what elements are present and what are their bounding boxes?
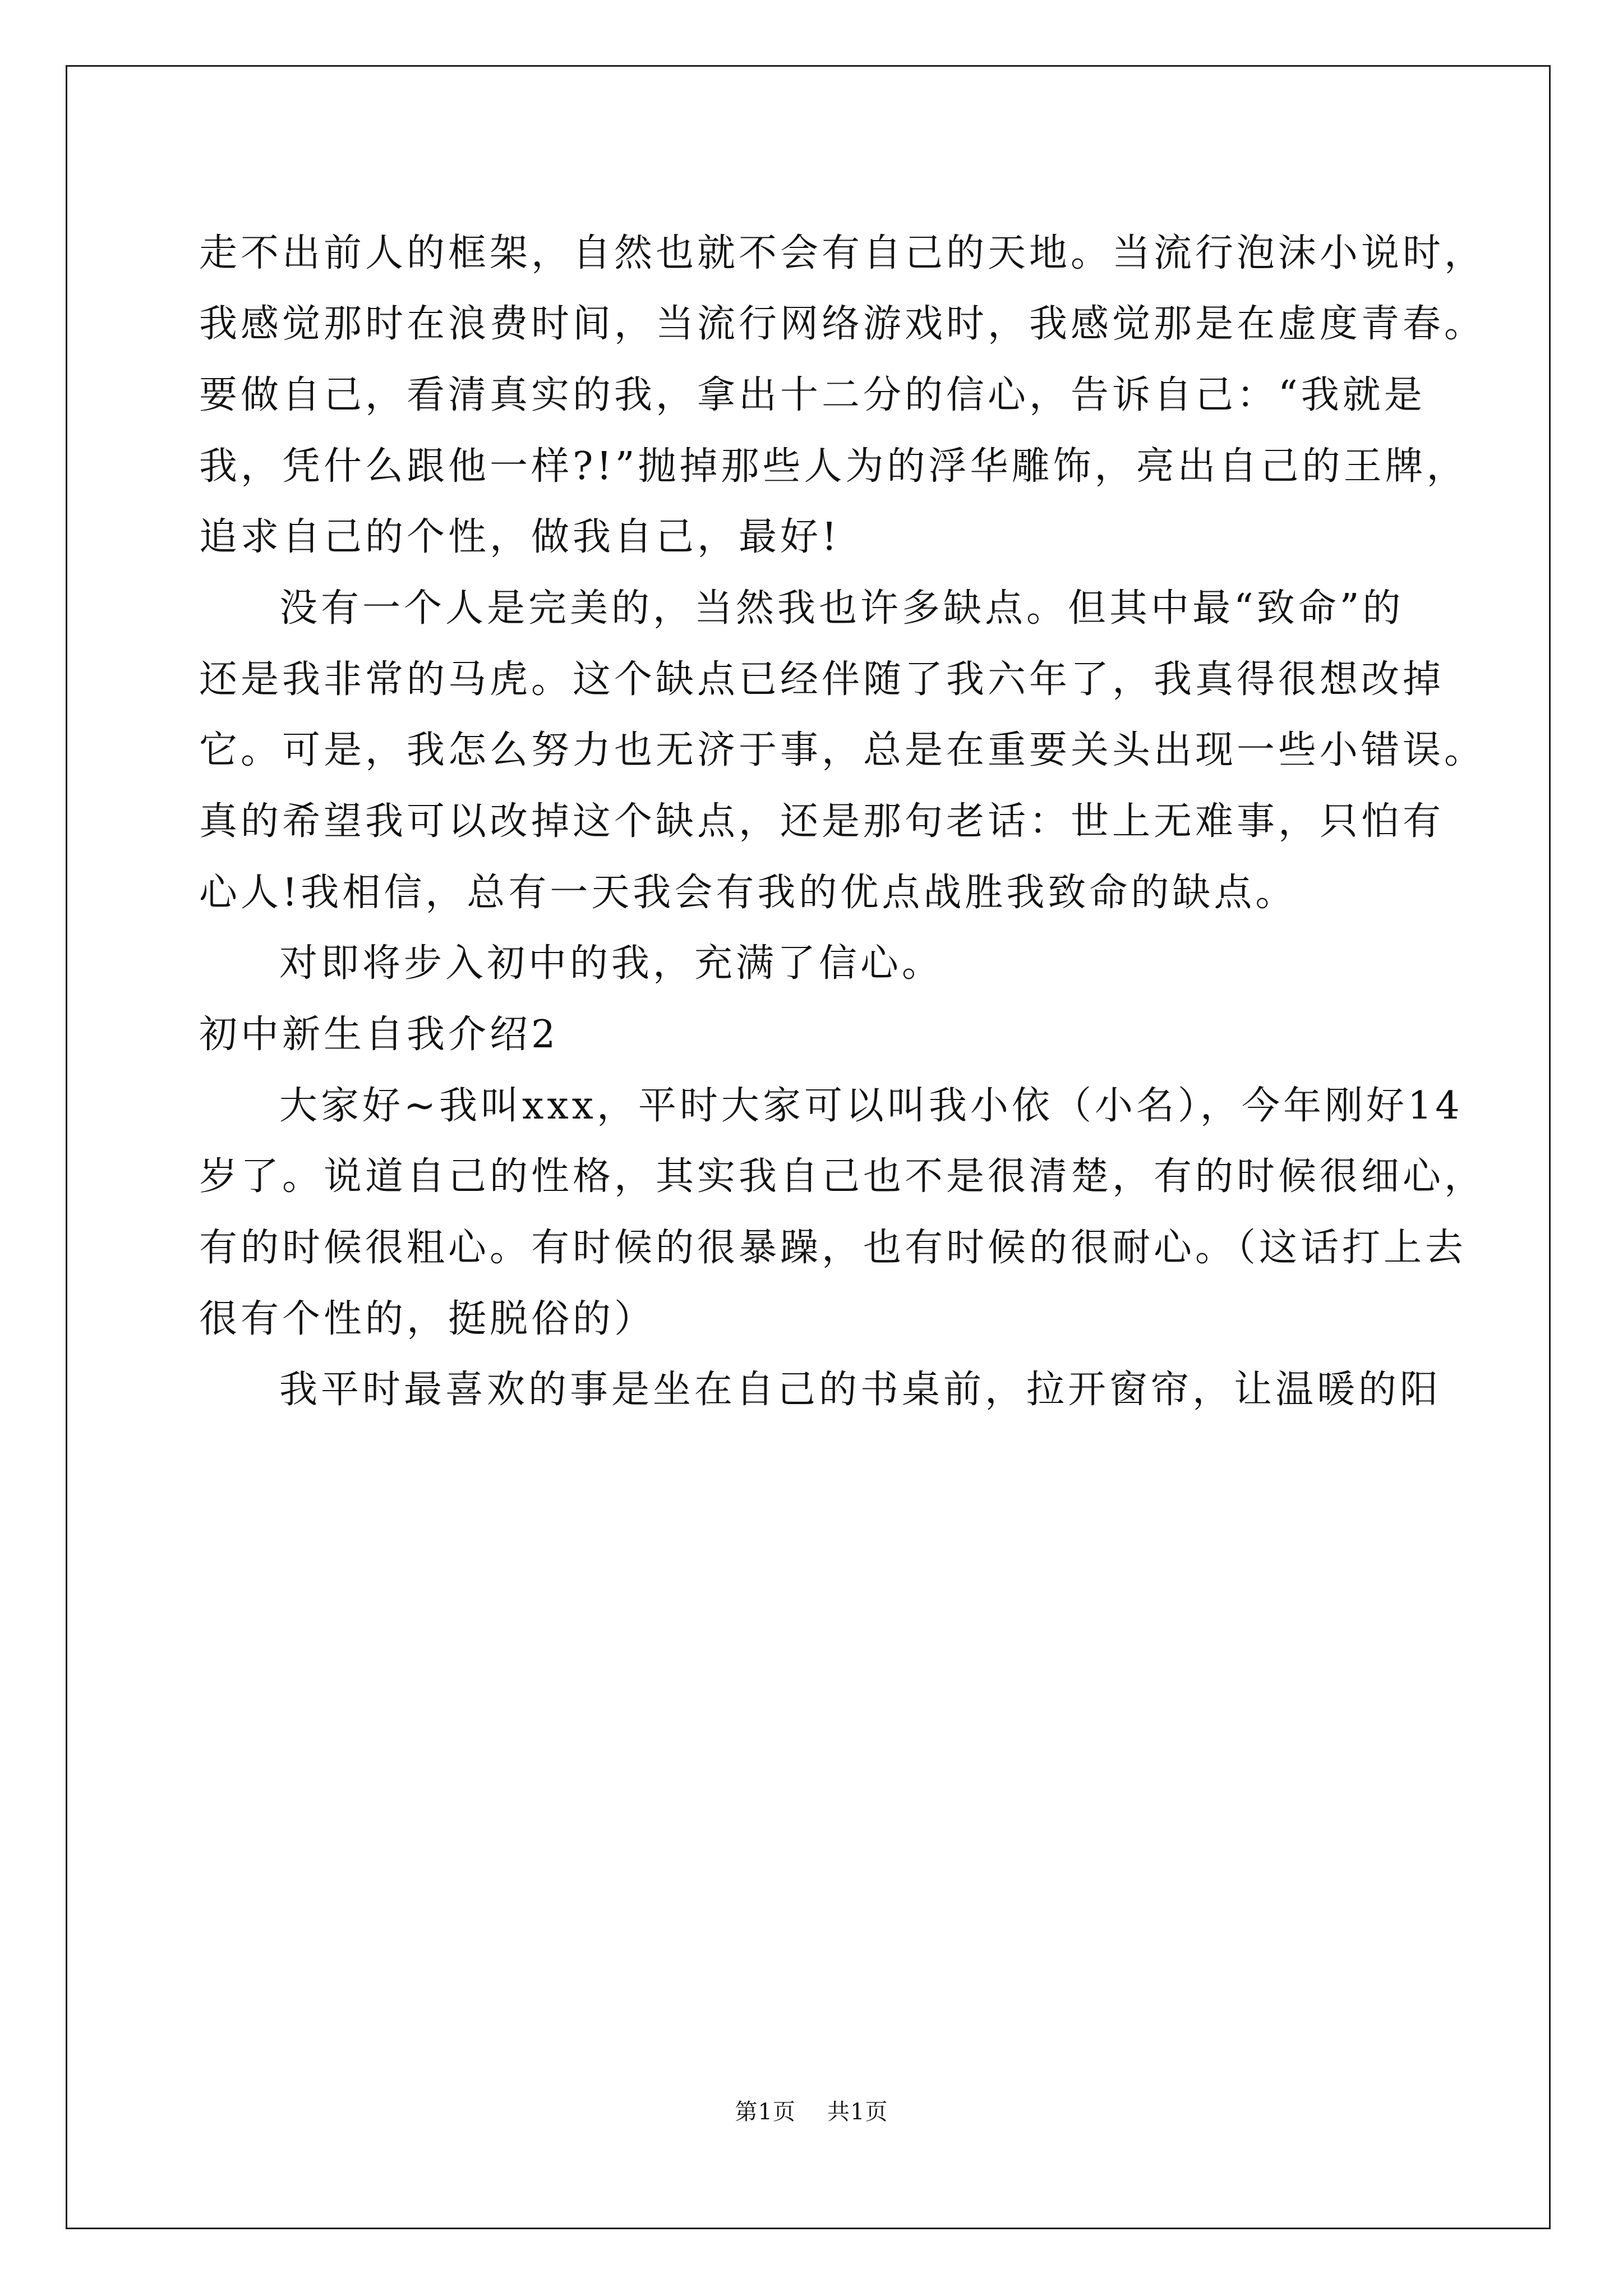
paragraph-start-line: 对即将步入初中的我，充满了信心。 <box>279 941 944 986</box>
text-line: 很有个性的，挺脱俗的） <box>199 1297 656 1341</box>
text-line: 要做自己，看清真实的我，拿出十二分的信心，告诉自己：“我就是 <box>199 373 1426 417</box>
paragraph-start-line: 没有一个人是完美的，当然我也许多缺点。但其中最“致命”的 <box>279 586 1404 631</box>
page-footer <box>0 2095 1623 2129</box>
page-number-current: 第1页 <box>735 2099 796 2125</box>
text-line: 我感觉那时在浪费时间，当流行网络游戏时，我感觉那是在虚度青春。 <box>199 302 1486 346</box>
text-line: 追求自己的个性，做我自己，最好! <box>199 515 841 559</box>
text-line: 它。可是，我怎么努力也无济于事，总是在重要关头出现一些小错误。 <box>199 728 1486 772</box>
paragraph-start-line: 我平时最喜欢的事是坐在自己的书桌前，拉开窗帘，让温暖的阳 <box>279 1368 1442 1412</box>
text-line: 有的时候很粗心。有时候的很暴躁，也有时候的很耐心。（这话打上去 <box>199 1226 1467 1270</box>
text-line: 岁了。说道自己的性格，其实我自己也不是很清楚，有的时候很细心， <box>199 1154 1486 1199</box>
text-line: 走不出前人的框架，自然也就不会有自己的天地。当流行泡沫小说时， <box>199 231 1486 275</box>
text-line: 我，凭什么跟他一样?!”抛掉那些人为的浮华雕饰，亮出自己的王牌， <box>199 444 1468 489</box>
text-line: 还是我非常的马虎。这个缺点已经伴随了我六年了，我真得很想改掉 <box>199 657 1445 702</box>
section-heading: 初中新生自我介绍2 <box>199 1013 559 1057</box>
page-number-total: 共1页 <box>827 2099 888 2125</box>
paragraph-start-line: 大家好~我叫xxx，平时大家可以叫我小依（小名），今年刚好14 <box>279 1084 1463 1128</box>
text-line: 心人!我相信，总有一天我会有我的优点战胜我致命的缺点。 <box>199 871 1297 915</box>
text-line: 真的希望我可以改掉这个缺点，还是那句老话：世上无难事，只怕有 <box>199 799 1445 844</box>
